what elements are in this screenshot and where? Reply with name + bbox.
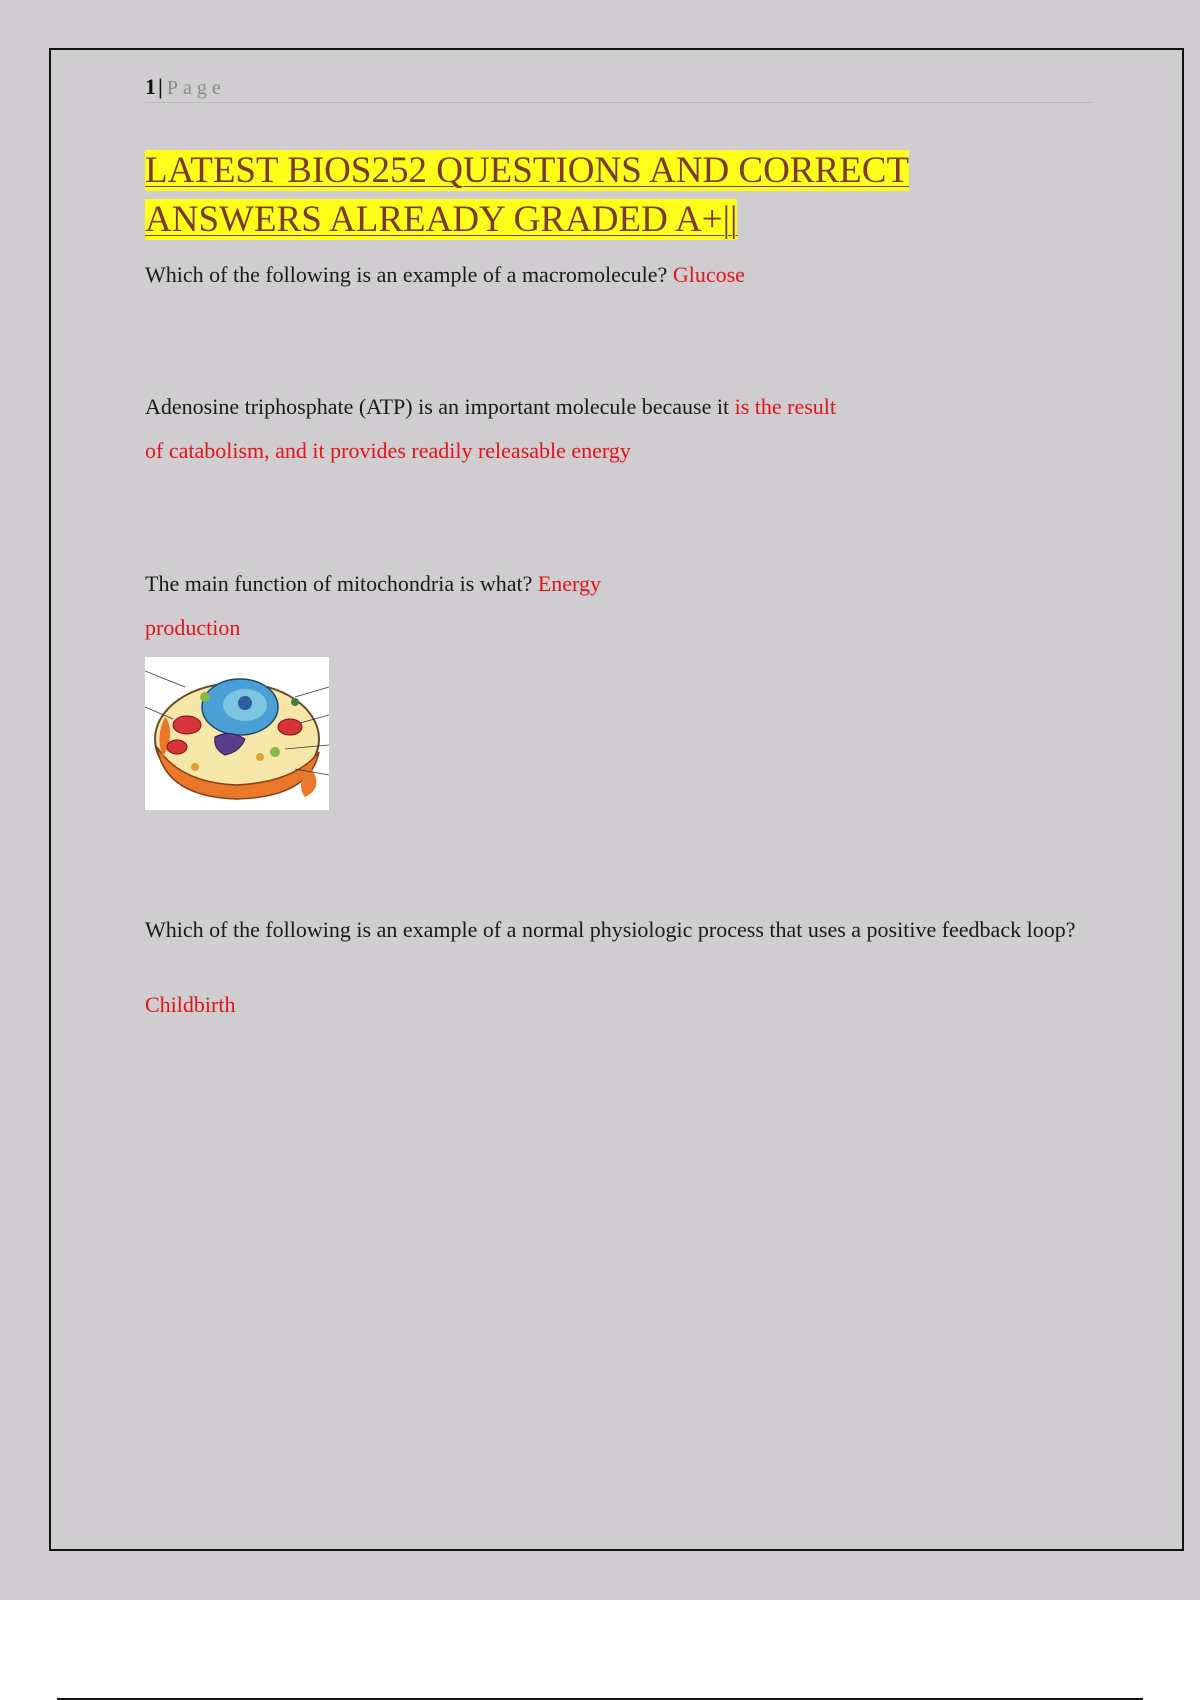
question-1-text: Which of the following is an example of a macromolecule? [145,262,668,287]
answer-3-part-1: Energy [537,571,601,596]
answer-1: Glucose [672,262,745,287]
question-3-text: The main function of mitochondria is what? [145,571,533,596]
question-1 [145,260,1110,290]
answer-2-part-2: of catabolism, and it provides readily releasable energy [145,438,631,463]
question-4-text: Which of the following is an example of a normal physiologic process that uses a positive feedback loop? [145,917,1076,942]
answer-4: Childbirth [145,992,236,1017]
question-2 [145,392,1110,422]
document-title [145,146,1105,244]
title-line-1: LATEST BIOS252 QUESTIONS AND CORRECT [145,150,910,191]
answer-3-continued [145,613,1110,643]
animal-cell-diagram-icon [145,657,329,810]
page-number: 1 [145,74,156,99]
question-4 [145,915,1110,945]
page-header [145,72,1093,103]
page-separator: | [158,74,163,99]
question-3 [145,569,1110,599]
answer-2-continued [145,436,1110,466]
question-2-text: Adenosine triphosphate (ATP) is an important molecule because it [145,394,730,419]
answer-3-part-2: production [145,615,241,640]
answer-2-part-1: is the result [734,394,837,419]
page-word: Page [166,77,226,99]
answer-4-line [145,990,1110,1020]
title-line-2: ANSWERS ALREADY GRADED A+|| [145,199,738,240]
